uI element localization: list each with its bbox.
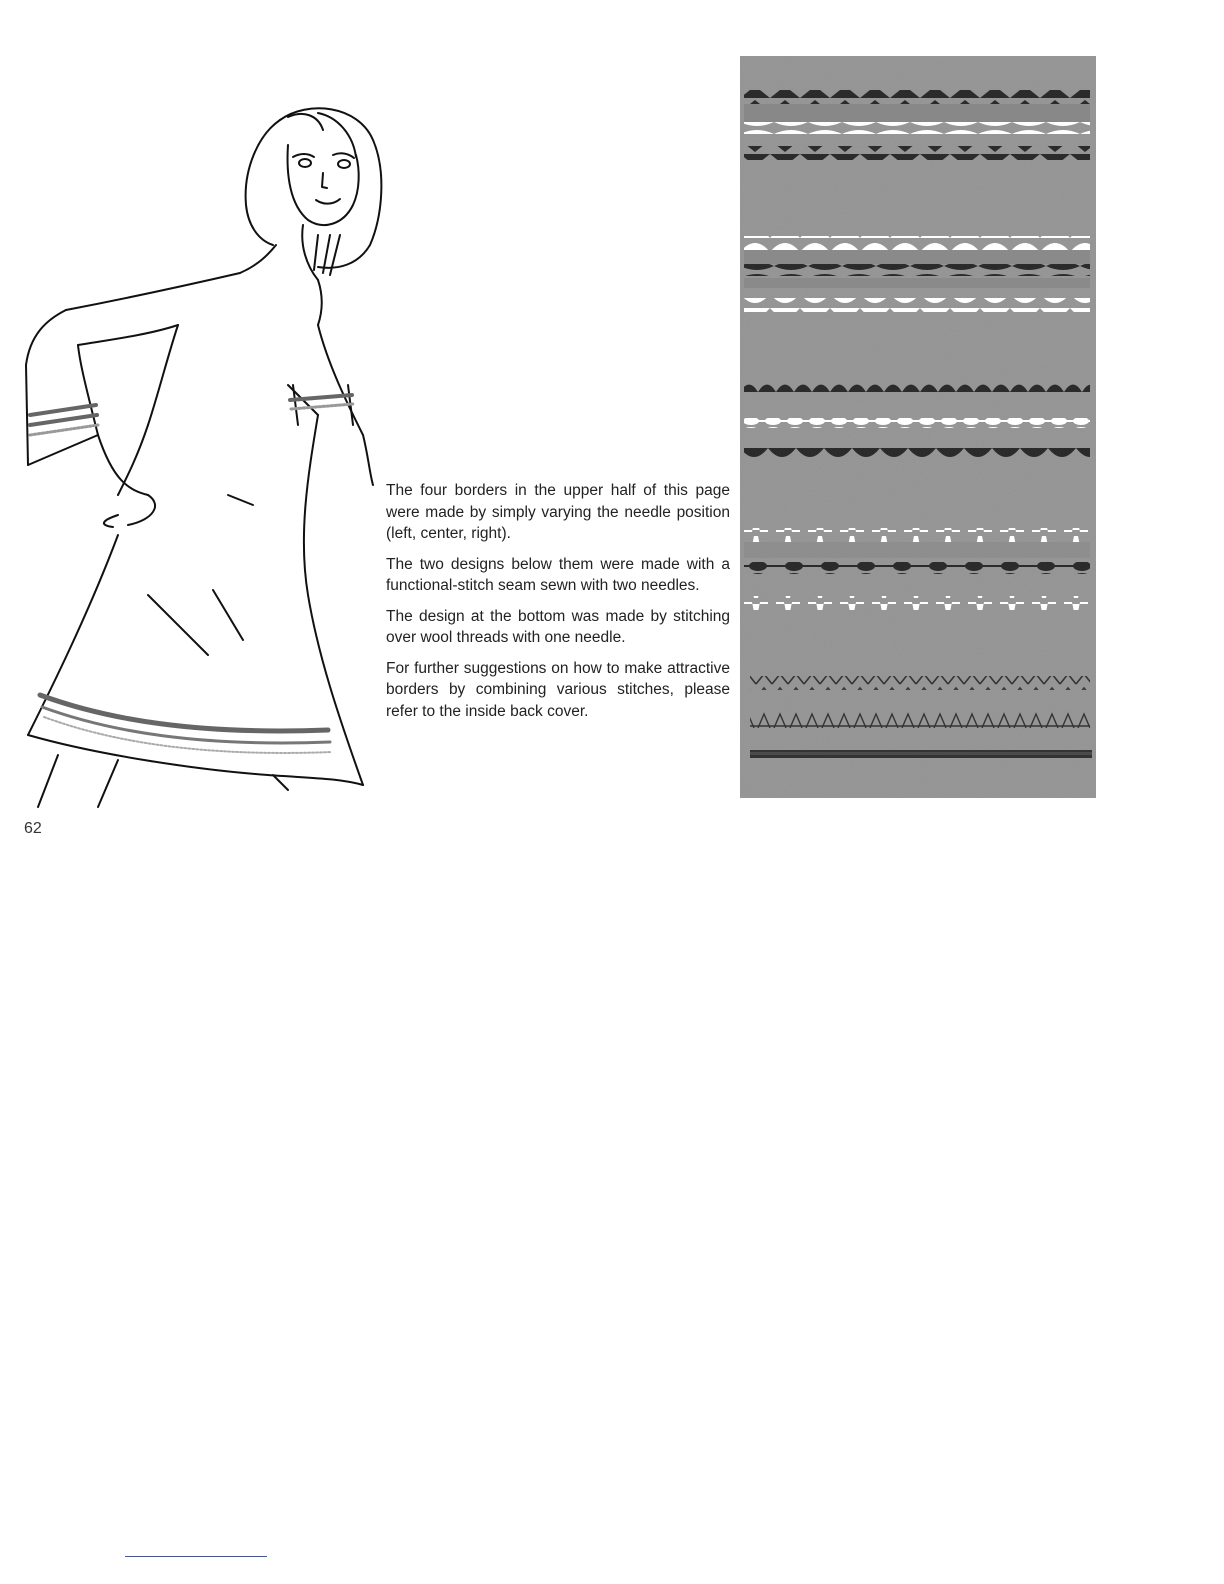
paragraph-two-needles: The two designs below them were made with a functional-stitch seam sewn with two needles. — [386, 555, 730, 594]
woman-in-bordered-dress-illustration — [18, 95, 388, 815]
paragraph-wool-threads: The design at the bottom was made by stitching over wool threads with one needle. — [386, 607, 730, 646]
paragraph-needle-position: The four borders in the upper half of this page were made by simply varying the needle position (left, center, right). — [386, 482, 730, 542]
paragraph-further-suggestions: For further suggestions on how to make attractive borders by combining various stitches, please refer to the inside back cover. — [386, 659, 730, 720]
page-number: 62 — [24, 820, 42, 837]
border-stitch-sample-swatch — [740, 56, 1096, 798]
footer-rule — [125, 1556, 267, 1557]
instruction-text — [386, 480, 730, 731]
